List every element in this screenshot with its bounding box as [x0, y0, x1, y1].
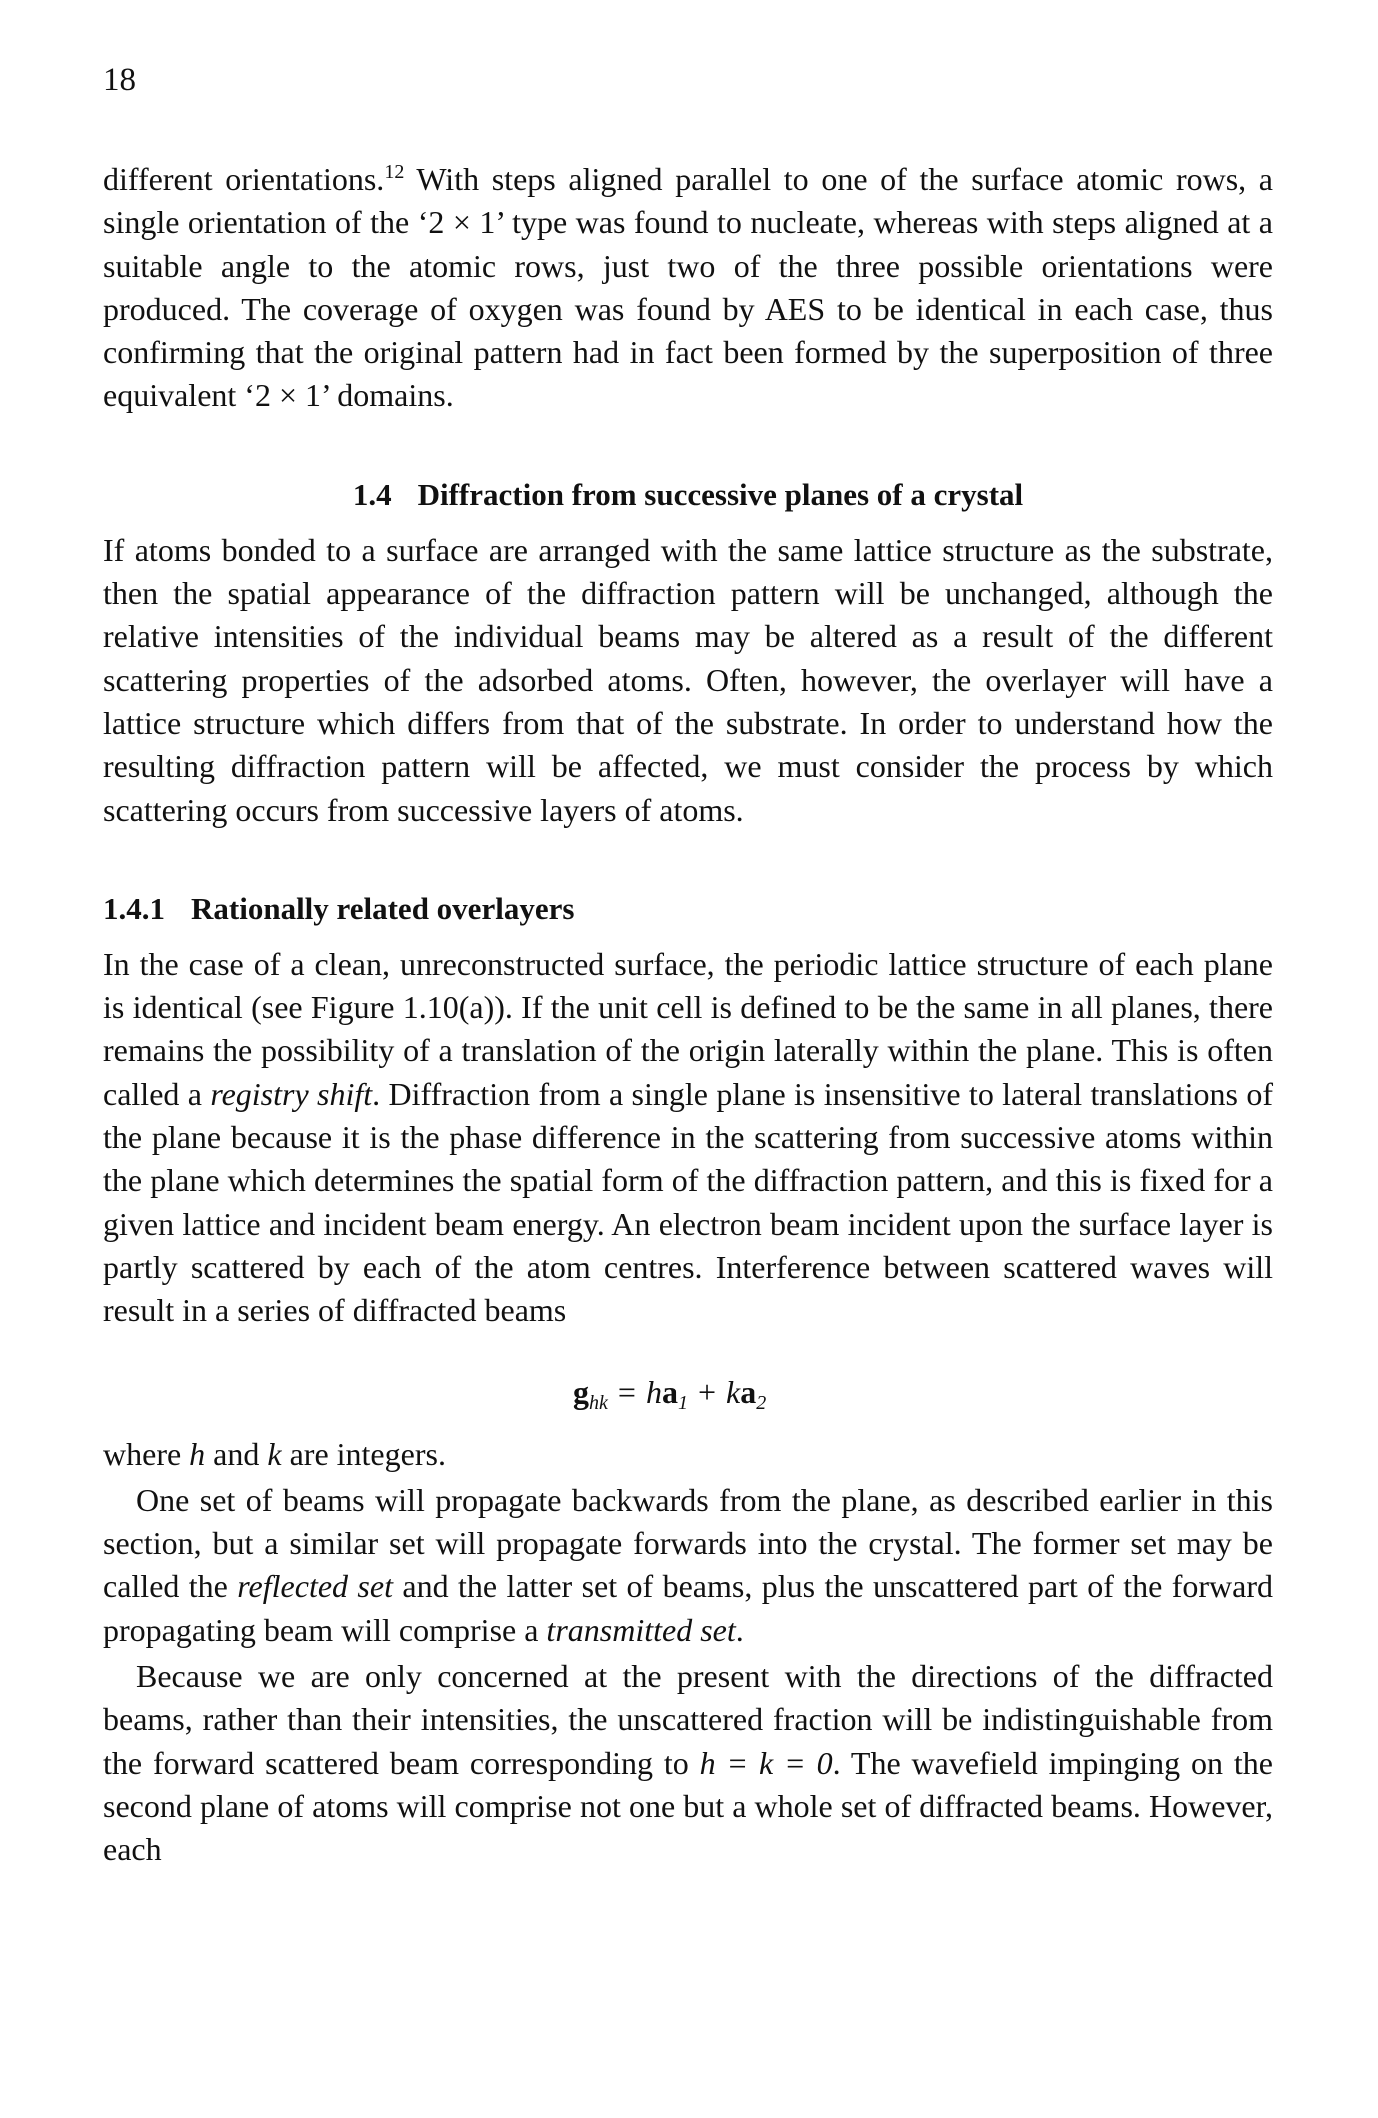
- because-text-b: . The wavefield impinging on the second plane of atoms will comprise not one but a whole set of diffracted beams. However, each: [103, 1744, 1274, 1868]
- because-equation: h = k = 0: [699, 1744, 833, 1781]
- eq-equals: =: [617, 1373, 636, 1410]
- eq-h: h: [645, 1373, 662, 1410]
- book-page: [103, 60, 1273, 1872]
- beams-text-c: .: [735, 1611, 744, 1648]
- reference-marker: 12: [384, 161, 405, 183]
- where-text-a: where: [103, 1435, 190, 1472]
- subsection-paragraph: [103, 943, 1273, 1333]
- intro-text-b: With steps aligned parallel to one of the surface atomic rows, a single orientation of the ‘2 × 1’ type was found to nucleate, whereas with steps aligned at a suitable angle to the atomic rows, just two of the three possible orientations were produced. The coverage of oxygen was found by AES to be identical in each case, thus confirming that the original pattern had in fact been formed by the superposition of three equivalent ‘2 × 1’ domains.: [103, 161, 1274, 414]
- beam-equation: [573, 1371, 1273, 1425]
- subsection-number: 1.4.1: [103, 890, 165, 926]
- section-number: 1.4: [352, 476, 392, 512]
- page-number: 18: [103, 62, 136, 98]
- subsection-title: Rationally related overlayers: [191, 890, 575, 926]
- section-paragraph: If atoms bonded to a surface are arranged with the same lattice structure as the substrate, then the spatial appearance of the diffraction pattern will be unchanged, although the relative intensities of the individual beams may be altered as a result of the different scattering properties of the adsorbed atoms. Often, however, the overlayer will have a lattice structure which differs from that of the substrate. In order to understand how the resulting diffraction pattern will be affected, we must consider the process by which scattering occurs from successive layers of atoms.: [103, 531, 1273, 828]
- sub-text-a: In the case of a clean, unreconstructed surface, the periodic lattice structure of each plane is identical (see Figure 1.10(a)). If the unit cell is defined to be the same in all planes, there remains the possibility of a translation of the origin laterally within the plane. This is often called a: [103, 945, 1273, 1112]
- where-k: k: [267, 1435, 282, 1472]
- section-heading: [103, 475, 1273, 515]
- intro-text-a: different orientations.: [103, 161, 385, 197]
- eq-g-sub: hk: [589, 1391, 608, 1414]
- where-text-b: are integers.: [281, 1435, 446, 1472]
- reflected-set-term: reflected set: [237, 1568, 393, 1605]
- eq-a1-sub: 1: [677, 1391, 688, 1414]
- beams-text-a: One set of beams will propagate backwards from the plane, as described earlier in this section, but a similar set will propagate forwards into the crystal. The former set may be called the: [103, 1481, 1273, 1605]
- beams-paragraph: [103, 1479, 1273, 1652]
- beams-text-b: and the latter set of beams, plus the unscattered part of the forward propagating beam will comprise a: [103, 1568, 1274, 1648]
- because-paragraph: [103, 1655, 1273, 1871]
- eq-g: g: [573, 1373, 589, 1410]
- eq-a2: a: [740, 1373, 757, 1410]
- where-line: [103, 1433, 1273, 1476]
- eq-k: k: [725, 1373, 741, 1410]
- where-mid: and: [205, 1435, 268, 1472]
- sub-text-b: . Diffraction from a single plane is insensitive to lateral translations of the plane because it is the phase difference in the scattering from successive atoms within the plane which determines the spatial form of the diffraction pattern, and this is fixed for a given lattice and incident beam energy. An electron beam incident upon the surface layer is partly scattered by each of the atom centres. Interference between scattered waves will result in a series of diffracted beams: [103, 1075, 1274, 1329]
- eq-a1: a: [661, 1373, 678, 1410]
- eq-plus: +: [697, 1373, 716, 1410]
- transmitted-set-term: transmitted set: [546, 1611, 736, 1648]
- section-title: Diffraction from successive planes of a crystal: [417, 476, 1024, 512]
- registry-shift-term: registry shift: [210, 1075, 373, 1112]
- intro-paragraph: [103, 158, 1273, 418]
- subsection-heading: [103, 889, 1273, 929]
- eq-a2-sub: 2: [756, 1391, 767, 1414]
- because-text-a: Because we are only concerned at the present with the directions of the diffracted beams, rather than their intensities, the unscattered fraction will be indistinguishable from the forward scattered beam corresponding to: [103, 1658, 1273, 1781]
- where-h: h: [189, 1435, 206, 1472]
